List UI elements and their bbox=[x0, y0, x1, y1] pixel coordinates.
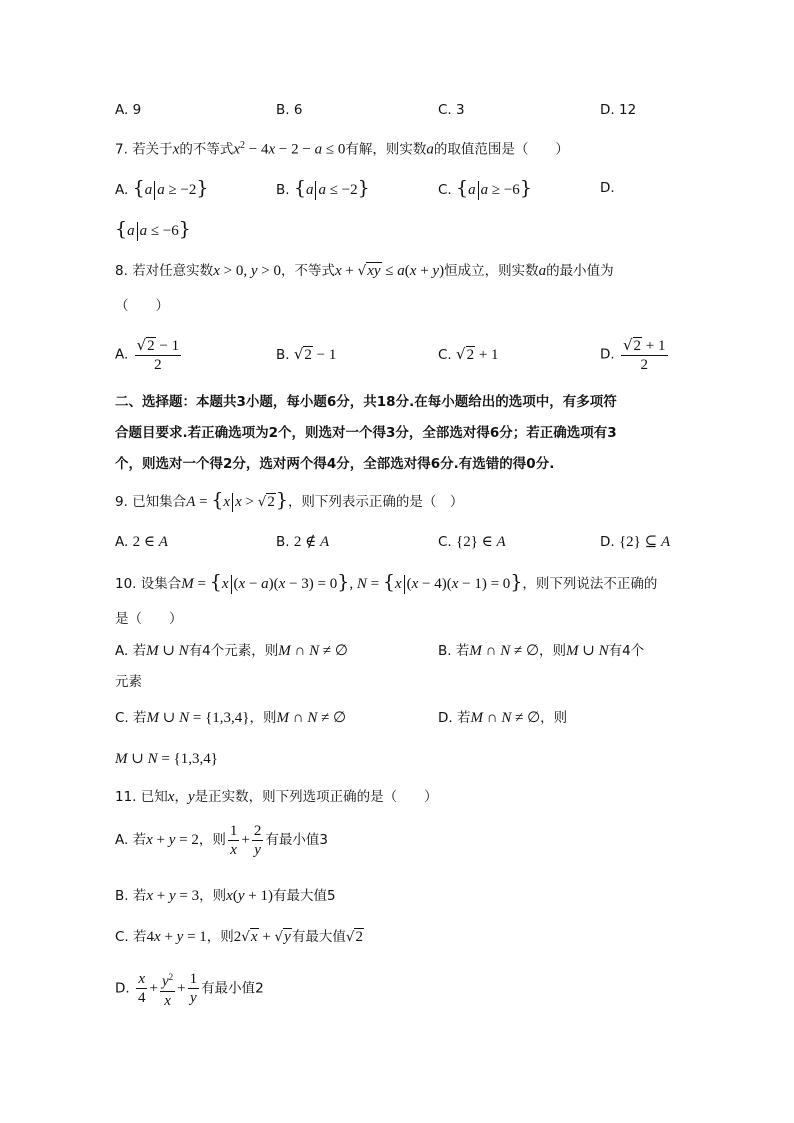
q6-option-b: B. 6 bbox=[276, 102, 303, 118]
q8-option-a: A. $\frac{√2 - 1}{2}$ bbox=[115, 336, 180, 373]
q10-option-d: D. 若M ∩ N ≠ ∅，则 bbox=[438, 710, 568, 726]
question-8-paren: （ ） bbox=[115, 298, 169, 314]
section-2-instructions-line-1: 二、选择题：本题共3小题，每小题6分，共18分.在每小题给出的选项中，有多项符 bbox=[115, 394, 617, 410]
q10-option-b-cont: 元素 bbox=[115, 674, 142, 690]
q10-option-a: A. 若M ∪ N有4个元素，则M ∩ N ≠ ∅ bbox=[115, 643, 348, 659]
question-9-stem: 9. 已知集合A = {x x > √2}，则下列表示正确的是（ ） bbox=[115, 489, 464, 511]
q7-option-c: C. {a a ≥ −6} bbox=[438, 177, 532, 199]
q10-option-d-cont: M ∪ N = {1,3,4} bbox=[115, 751, 218, 767]
q7-option-a: A. {a a ≥ −2} bbox=[115, 177, 209, 199]
q9-option-c: C. {2} ∈ A bbox=[438, 534, 506, 550]
q7-option-b: B. {a a ≤ −2} bbox=[276, 177, 370, 199]
question-7-stem: 7. 若关于x的不等式$x^2 - 4x - 2 - a \le 0$有解，则实数a的取值范围是（ ） bbox=[115, 140, 569, 158]
q6-option-a: A. 9 bbox=[115, 102, 142, 118]
question-10-stem: 10. 设集合M = {x (x − a)(x − 3) = 0}, N = {x (x − 4)(x − 1) = 0}，则下列说法不正确的 bbox=[115, 571, 658, 593]
q6-option-c: C. 3 bbox=[438, 102, 465, 118]
question-10-stem-cont: 是（ ） bbox=[115, 611, 183, 627]
q11-option-b: B. 若x + y = 3，则x(y + 1)有最大值5 bbox=[115, 888, 336, 904]
section-2-instructions-line-2: 合题目要求.若正确选项为2个，则选对一个得3分，全部选对得6分；若正确选项有3 bbox=[115, 425, 617, 441]
q11-option-d: D. $\frac{x}{4}$ + $\frac{y^2}{x}$ + $\frac{1}{y}$ 有最小值2 bbox=[115, 971, 264, 1009]
q8-option-d: D. $\frac{√2 + 1}{2}$ bbox=[600, 336, 666, 373]
q10-option-c: C. 若M ∪ N = {1,3,4}，则M ∩ N ≠ ∅ bbox=[115, 710, 347, 726]
q6-option-d: D. 12 bbox=[600, 102, 637, 118]
q8-option-c: C. √2 + 1 bbox=[438, 345, 499, 363]
q9-option-b: B. 2 ∉ A bbox=[276, 534, 330, 550]
q7-option-d: D. bbox=[600, 180, 615, 196]
q9-option-a: A. 2 ∈ A bbox=[115, 534, 168, 550]
question-11-stem: 11. 已知x，y是正实数，则下列选项正确的是（ ） bbox=[115, 789, 438, 805]
q10-option-b: B. 若M ∩ N ≠ ∅，则M ∪ N有4个 bbox=[438, 643, 645, 659]
q9-option-d: D. {2} ⊆ A bbox=[600, 534, 671, 550]
question-8-stem: 8. 若对任意实数x > 0, y > 0，不等式x + √xy ≤ a(x + y)恒成立，则实数a的最小值为 bbox=[115, 263, 614, 279]
q8-option-b: B. √2 − 1 bbox=[276, 345, 337, 363]
q11-option-c: C. 若4x + y = 1，则2√x + √y有最大值√2 bbox=[115, 929, 363, 945]
q7-option-d-expression: {a a ≤ −6} bbox=[115, 218, 191, 240]
q11-option-a: A. 若x + y = 2，则 $\frac{1}{x}$ + $\frac{2}{y}$ 有最小值3 bbox=[115, 823, 328, 858]
section-2-instructions-line-3: 个，则选对一个得2分，选对两个得4分，全部选对得6分.有选错的得0分. bbox=[115, 456, 555, 472]
